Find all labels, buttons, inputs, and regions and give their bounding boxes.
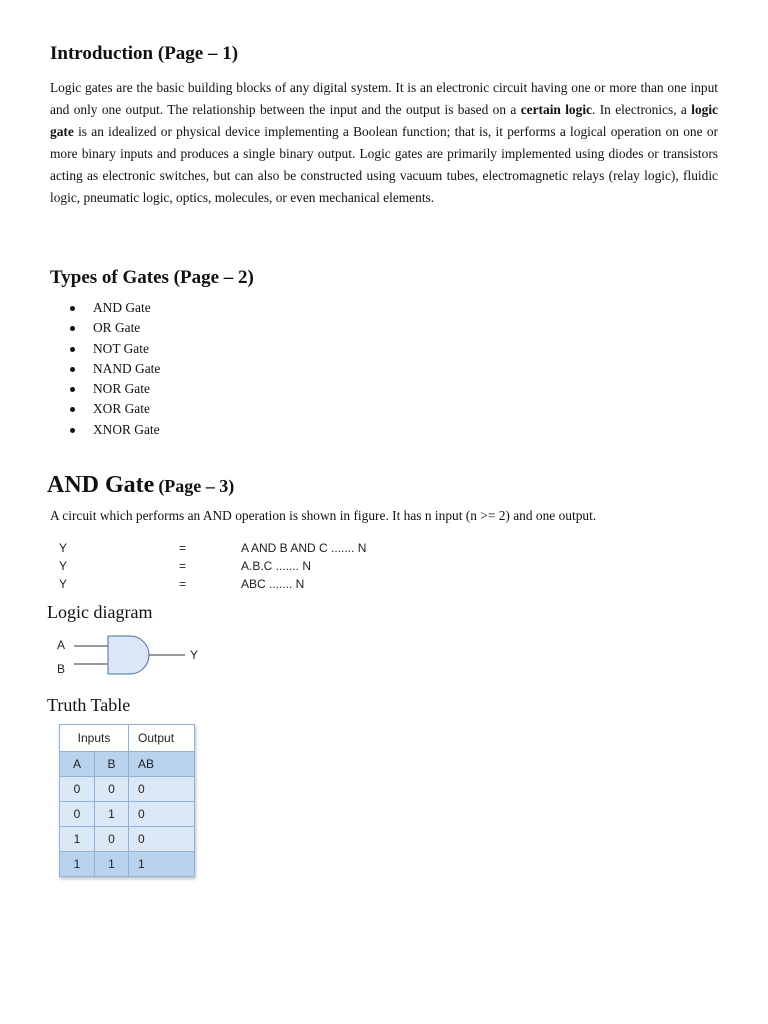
output-header: Output <box>129 725 195 752</box>
table-header-row <box>60 725 195 752</box>
and-gate-symbol-icon <box>108 636 149 674</box>
table-cell: 1 <box>129 852 195 877</box>
list-item: XOR Gate <box>66 399 160 419</box>
intro-text-1: Logic gates are the basic building blocks of any digital system. It is an electronic circuit having one or more than one input and only one output. The relationship between the input and the output is based on a <box>50 80 718 117</box>
table-cell: 0 <box>129 802 195 827</box>
and-gate-heading <box>47 472 234 499</box>
and-gate-heading-page: (Page – 3) <box>158 476 235 496</box>
equation-row <box>59 539 399 557</box>
and-equations <box>59 539 399 593</box>
and-gate-description: A circuit which performs an AND operation is shown in figure. It has n input (n >= 2) and one output. <box>50 508 597 523</box>
intro-text-3: is an idealized or physical device implementing a Boolean function; that is, it performs a logical operation on one or more binary inputs and produces a single binary output. Logic gates are primarily implemented using diodes or transistors acting as electronic switches, but can also be constructed using vacuum tubes, electromagnetic relays (relay logic), fluidic logic, pneumatic logic, optics, molecules, or even mechanical elements. <box>50 124 718 205</box>
equation-rhs: ABC ....... N <box>241 577 305 591</box>
table-row <box>60 827 195 852</box>
diagram-input-b-label: B <box>57 662 66 676</box>
truth-table <box>59 724 195 877</box>
equation-operator: = <box>179 577 187 591</box>
equation-rhs: A.B.C ....... N <box>241 559 312 573</box>
table-row <box>60 852 195 877</box>
types-heading: Types of Gates (Page – 2) <box>50 267 254 288</box>
table-subheader-row <box>60 752 195 777</box>
table-cell: 0 <box>95 827 129 852</box>
list-item: NAND Gate <box>66 359 160 379</box>
intro-text-2: . In electronics, a <box>592 102 692 117</box>
table-cell: 0 <box>60 777 95 802</box>
inputs-header: Inputs <box>60 725 129 752</box>
intro-bold-certain-logic: certain logic <box>520 102 592 117</box>
list-item: AND Gate <box>66 298 160 318</box>
equation-row <box>59 575 399 593</box>
table-cell: 0 <box>129 827 195 852</box>
table-cell: 0 <box>60 802 95 827</box>
column-a-header: A <box>60 752 95 777</box>
equation-row <box>59 557 399 575</box>
column-b-header: B <box>95 752 129 777</box>
intro-bold-logic-gate: logic gate <box>50 102 718 139</box>
table-cell: 0 <box>129 777 195 802</box>
table-cell: 1 <box>95 802 129 827</box>
equation-lhs: Y <box>59 577 68 591</box>
equation-lhs: Y <box>59 559 68 573</box>
equation-rhs: A AND B AND C ....... N <box>241 541 367 555</box>
table-row <box>60 802 195 827</box>
equation-operator: = <box>179 541 187 555</box>
diagram-input-a-label: A <box>57 638 66 652</box>
list-item: NOR Gate <box>66 379 160 399</box>
truth-table-heading: Truth Table <box>47 695 131 715</box>
equation-lhs: Y <box>59 541 68 555</box>
introduction-heading: Introduction (Page – 1) <box>50 43 239 64</box>
and-gate-heading-main: AND Gate <box>47 472 155 498</box>
logic-diagram-heading: Logic diagram <box>47 602 153 622</box>
column-ab-header: AB <box>129 752 195 777</box>
table-cell: 1 <box>95 852 129 877</box>
table-row <box>60 777 195 802</box>
and-gate-diagram <box>50 632 210 678</box>
diagram-output-label: Y <box>190 648 199 662</box>
gate-types-list <box>66 298 160 440</box>
list-item: OR Gate <box>66 318 160 338</box>
table-cell: 1 <box>60 827 95 852</box>
equation-operator: = <box>179 559 187 573</box>
list-item: NOT Gate <box>66 339 160 359</box>
list-item: XNOR Gate <box>66 420 160 440</box>
introduction-paragraph <box>50 77 718 209</box>
table-cell: 0 <box>95 777 129 802</box>
table-cell: 1 <box>60 852 95 877</box>
